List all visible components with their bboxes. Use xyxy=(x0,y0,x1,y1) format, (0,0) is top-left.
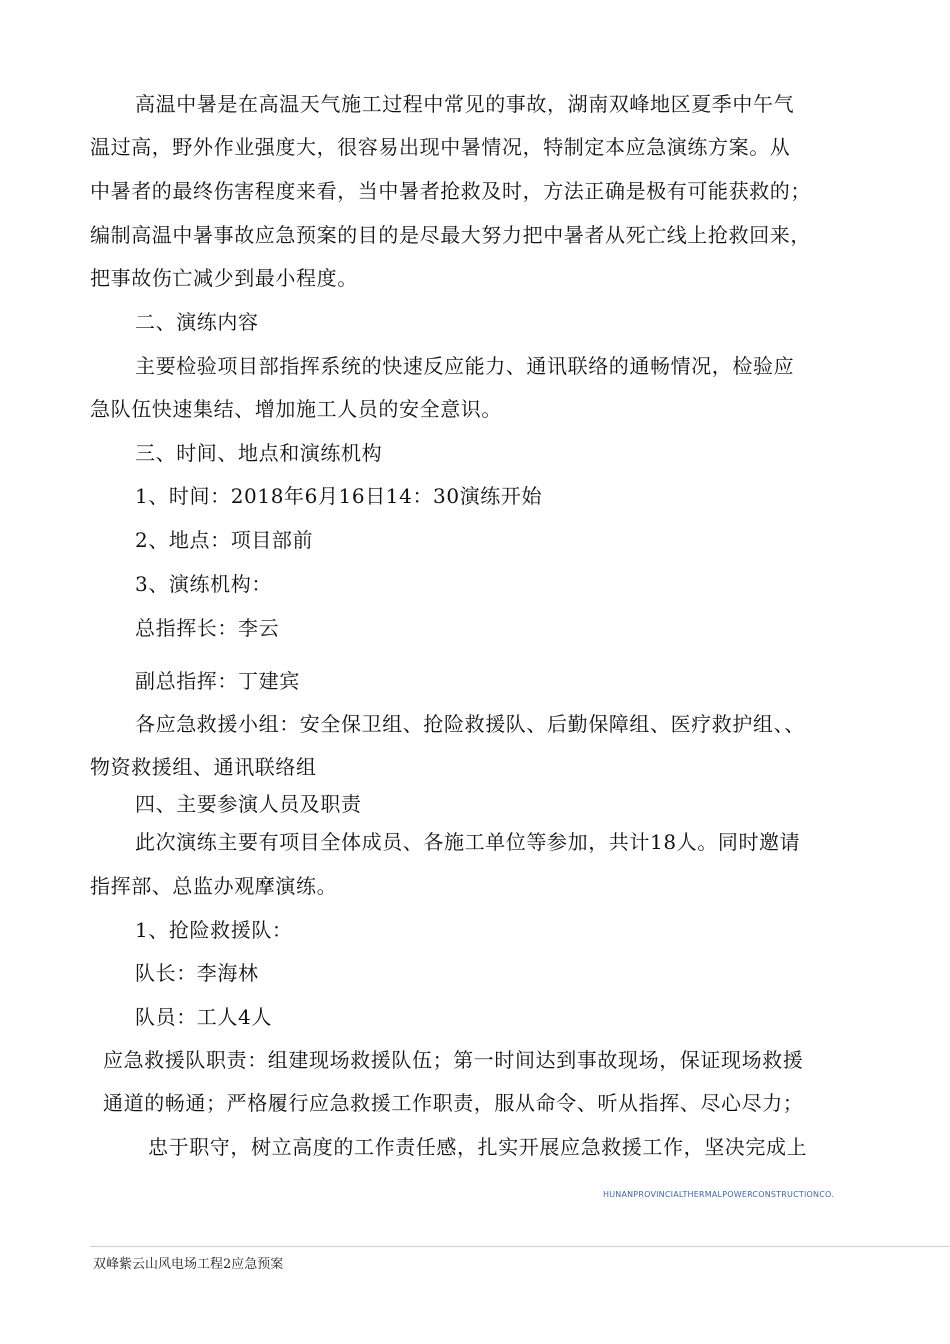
section-heading-time-place: 三、时间、地点和演练机构 xyxy=(135,441,383,465)
team-leader-line: 队长：李海林 xyxy=(135,961,259,985)
para-intro-line-3: 中暑者的最终伤害程度来看，当中暑者抢救及时，方法正确是极有可能获救的； xyxy=(90,179,811,203)
deputy-commander-line: 副总指挥：丁建宾 xyxy=(135,669,300,693)
duties-line-3: 忠于职守，树立高度的工作责任感，扎实开展应急救援工作，坚决完成上 xyxy=(148,1135,808,1159)
para-participants-line-2: 指挥部、总监办观摩演练。 xyxy=(90,874,338,898)
team-members-line: 队员：工人4人 xyxy=(135,1005,272,1029)
footer-divider xyxy=(90,1246,950,1247)
duties-line-2: 通道的畅通；严格履行应急救援工作职责，服从命令、听从指挥、尽心尽力； xyxy=(103,1091,804,1115)
item-rescue-team: 1、抢险救援队： xyxy=(135,918,293,942)
para-intro-line-2: 温过高，野外作业强度大，很容易出现中暑情况，特制定本应急演练方案。从 xyxy=(90,135,791,159)
rescue-groups-line-1: 各应急救援小组：安全保卫组、抢险救援队、后勤保障组、医疗救护组、、 xyxy=(135,712,805,736)
para-intro-line-1: 高温中暑是在高温天气施工过程中常见的事故，湖南双峰地区夏季中午气 xyxy=(135,92,795,116)
section-heading-participants: 四、主要参演人员及职责 xyxy=(135,792,362,816)
item-place: 2、地点：项目部前 xyxy=(135,528,314,552)
item-organization: 3、演练机构： xyxy=(135,572,272,596)
item-time: 1、时间：2018年6月16日14：30演练开始 xyxy=(135,484,543,508)
section-heading-drill-content: 二、演练内容 xyxy=(135,310,259,334)
para-intro-line-5: 把事故伤亡减少到最小程度。 xyxy=(90,266,358,290)
footer-company-name: HUNANPROVINCIALTHERMALPOWERCONSTRUCTIONCO. xyxy=(603,1190,834,1199)
para-drill-content-line-1: 主要检验项目部指挥系统的快速反应能力、通讯联络的通畅情况，检验应 xyxy=(135,354,795,378)
duties-line-1: 应急救援队职责：组建现场救援队伍；第一时间达到事故现场，保证现场救援 xyxy=(103,1048,804,1072)
para-drill-content-line-2: 急队伍快速集结、增加施工人员的安全意识。 xyxy=(90,397,502,421)
commander-line: 总指挥长：李云 xyxy=(135,616,280,640)
footer-document-title: 双峰紫云山风电场工程2应急预案 xyxy=(93,1257,284,1272)
para-intro-line-4: 编制高温中暑事故应急预案的目的是尽最大努力把中暑者从死亡线上抢救回来， xyxy=(90,223,811,247)
para-participants-line-1: 此次演练主要有项目全体成员、各施工单位等参加，共计18人。同时邀请 xyxy=(135,830,801,854)
rescue-groups-line-2: 物资救援组、通讯联络组 xyxy=(90,755,317,779)
